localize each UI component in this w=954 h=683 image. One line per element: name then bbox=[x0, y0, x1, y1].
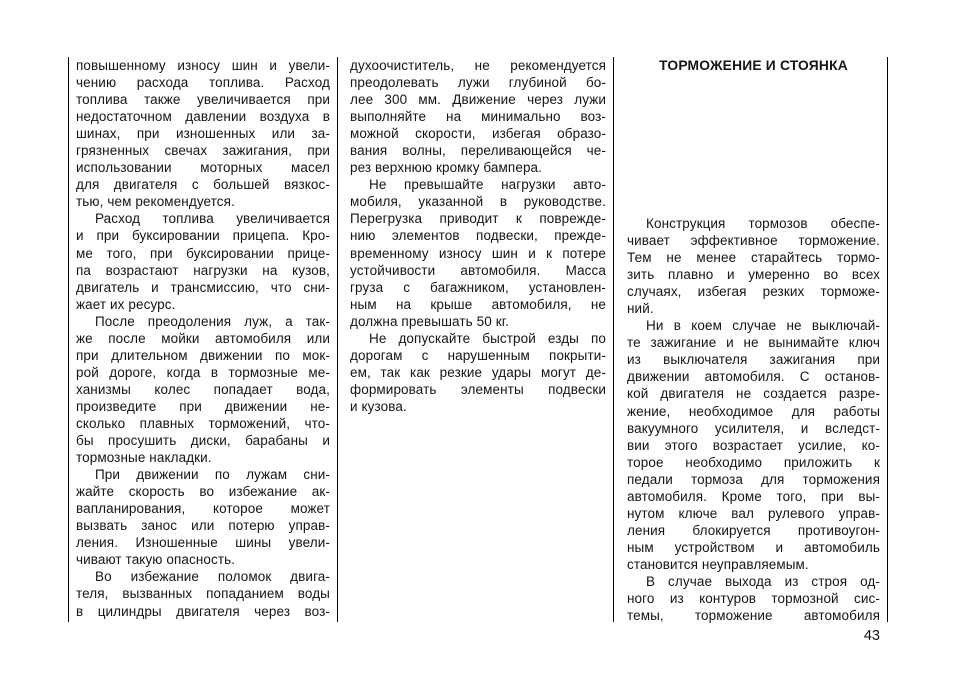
text-line: вызвать занос или потерю управ- bbox=[76, 518, 330, 534]
text-line: теля, вызванных попаданием воды bbox=[76, 586, 330, 602]
column-rule-left bbox=[68, 57, 69, 622]
text-line: педали тормоза для торможения bbox=[627, 471, 880, 487]
text-line: тью, чем рекомендуется. bbox=[76, 194, 235, 210]
text-line: мобиля, указанной в руководстве. bbox=[350, 194, 606, 210]
text-line: Во избежание поломок двига- bbox=[95, 569, 330, 585]
section-heading: ТОРМОЖЕНИЕ И СТОЯНКА bbox=[659, 58, 848, 73]
text-line: нию элементов подвески, прежде- bbox=[350, 228, 606, 244]
text-line: топлива также увеличивается при bbox=[76, 92, 330, 108]
text-line: вания волны, переливающейся че- bbox=[350, 143, 606, 159]
text-line: и при буксировании прицепа. Кро- bbox=[76, 228, 330, 244]
text-line: духоочиститель, не рекомендуется bbox=[350, 58, 606, 73]
text-line: Конструкция тормозов обеспе- bbox=[646, 216, 880, 231]
text-line: двигатель и трансмиссию, что сни- bbox=[76, 279, 330, 295]
text-line: груза с багажником, установлен- bbox=[350, 279, 606, 295]
text-column-3 bbox=[627, 57, 880, 622]
text-line: дорогам с нарушенным покрыти- bbox=[350, 347, 606, 363]
text-line: рой дороге, когда в тормозные ме- bbox=[76, 364, 330, 380]
text-line: нутом ключе вал рулевого управ- bbox=[627, 505, 880, 521]
text-line: ем, так как резкие удары могут де- bbox=[350, 364, 606, 380]
text-line: шинах, при изношенных или за- bbox=[76, 126, 330, 142]
text-line: же после мойки автомобиля или bbox=[76, 330, 330, 346]
text-line: в цилиндры двигателя через воз- bbox=[76, 603, 330, 619]
text-column-1 bbox=[76, 57, 330, 620]
text-line: чению расхода топлива. Расход bbox=[76, 75, 330, 91]
text-line: повышенному износу шин и увели- bbox=[76, 58, 330, 73]
text-column-3-body bbox=[627, 215, 880, 624]
text-line: произведите при движении не- bbox=[76, 398, 330, 414]
text-line: жайте скорость во избежание ак- bbox=[76, 484, 330, 500]
text-line: жает их ресурс. bbox=[76, 296, 176, 312]
text-line: кой двигателя не создается разре- bbox=[627, 386, 880, 402]
text-line: Перегрузка приводит к поврежде- bbox=[350, 211, 606, 227]
text-line: можной скорости, избегая образо- bbox=[350, 126, 606, 142]
text-line: жение, необходимое для работы bbox=[627, 403, 880, 419]
text-line: те зажигание и не вынимайте ключ bbox=[627, 335, 880, 351]
text-line: ным устройством и автомобиль bbox=[627, 539, 880, 555]
text-line: чивает эффективное торможение. bbox=[627, 233, 880, 249]
text-line: зить плавно и умеренно во всех bbox=[627, 267, 880, 283]
text-line: ного из контуров тормозной сис- bbox=[627, 591, 880, 607]
text-line: бы просушить диски, барабаны и bbox=[76, 433, 330, 449]
text-line: вапланирования, которое может bbox=[76, 501, 330, 517]
text-line: тормозные накладки. bbox=[76, 450, 212, 466]
text-line: использовании моторных масел bbox=[76, 160, 330, 176]
text-line: па возрастают нагрузки на кузов, bbox=[76, 262, 330, 278]
text-line: ний. bbox=[627, 301, 654, 317]
text-line: и кузова. bbox=[350, 398, 407, 414]
text-line: преодолевать лужи глубиной бо- bbox=[350, 75, 606, 91]
text-line: ления блокируется противоугон- bbox=[627, 522, 880, 538]
text-line: сколько плавных торможений, что- bbox=[76, 415, 330, 431]
text-line: рез верхнюю кромку бампера. bbox=[350, 160, 543, 176]
text-line: темы, торможение автомобиля bbox=[627, 608, 880, 624]
page-number: 43 bbox=[863, 628, 880, 644]
text-line: ления. Изношенные шины увели- bbox=[76, 535, 330, 551]
text-line: Не допускайте быстрой езды по bbox=[369, 330, 606, 346]
text-line: При движении по лужам сни- bbox=[95, 467, 330, 483]
column-rule-right bbox=[887, 57, 888, 622]
text-line: ным на крыше автомобиля, не bbox=[350, 296, 606, 312]
text-line: лее 300 мм. Движение через лужи bbox=[350, 92, 606, 108]
text-line: грязненных свечах зажигания, при bbox=[76, 143, 330, 159]
text-line: для двигателя с большей вязкос- bbox=[76, 177, 330, 193]
text-line: Тем не менее старайтесь тормо- bbox=[627, 250, 880, 266]
text-line: После преодоления луж, а так- bbox=[95, 313, 330, 329]
text-line: чивают такую опасность. bbox=[76, 552, 236, 568]
text-column-2 bbox=[350, 57, 606, 415]
text-line: Ни в коем случае не выключай- bbox=[646, 318, 880, 334]
text-line: при длительном движении по мок- bbox=[76, 347, 330, 363]
text-line: Расход топлива увеличивается bbox=[95, 211, 330, 227]
text-line: становится неуправляемым. bbox=[627, 556, 809, 572]
text-line: выполняйте на минимально воз- bbox=[350, 109, 606, 125]
text-line: вии этого возрастает усилие, ко- bbox=[627, 437, 880, 453]
text-line: В случае выхода из строя од- bbox=[646, 573, 880, 589]
text-line: случаях, избегая резких торможе- bbox=[627, 284, 880, 300]
text-line: ханизмы колес попадает вода, bbox=[76, 381, 330, 397]
text-line: из выключателя зажигания при bbox=[627, 352, 880, 368]
text-line: движении автомобиля. С останов- bbox=[627, 369, 880, 385]
text-line: торое необходимо приложить к bbox=[627, 454, 880, 470]
text-line: должна превышать 50 кг. bbox=[350, 313, 509, 329]
text-line: формировать элементы подвески bbox=[350, 381, 606, 397]
text-line: автомобиля. Кроме того, при вы- bbox=[627, 488, 880, 504]
text-line: вакуумного усилителя, и вследст- bbox=[627, 420, 880, 436]
text-line: устойчивости автомобиля. Масса bbox=[350, 262, 606, 278]
text-line: Не превышайте нагрузки авто- bbox=[369, 177, 606, 193]
column-rule-mid-2 bbox=[613, 57, 614, 622]
text-line: ме того, при буксировании прице- bbox=[76, 245, 330, 261]
text-line: временному износу шин и к потере bbox=[350, 245, 606, 261]
column-rule-mid-1 bbox=[337, 57, 338, 622]
text-line: недостаточном давлении воздуха в bbox=[76, 109, 330, 125]
